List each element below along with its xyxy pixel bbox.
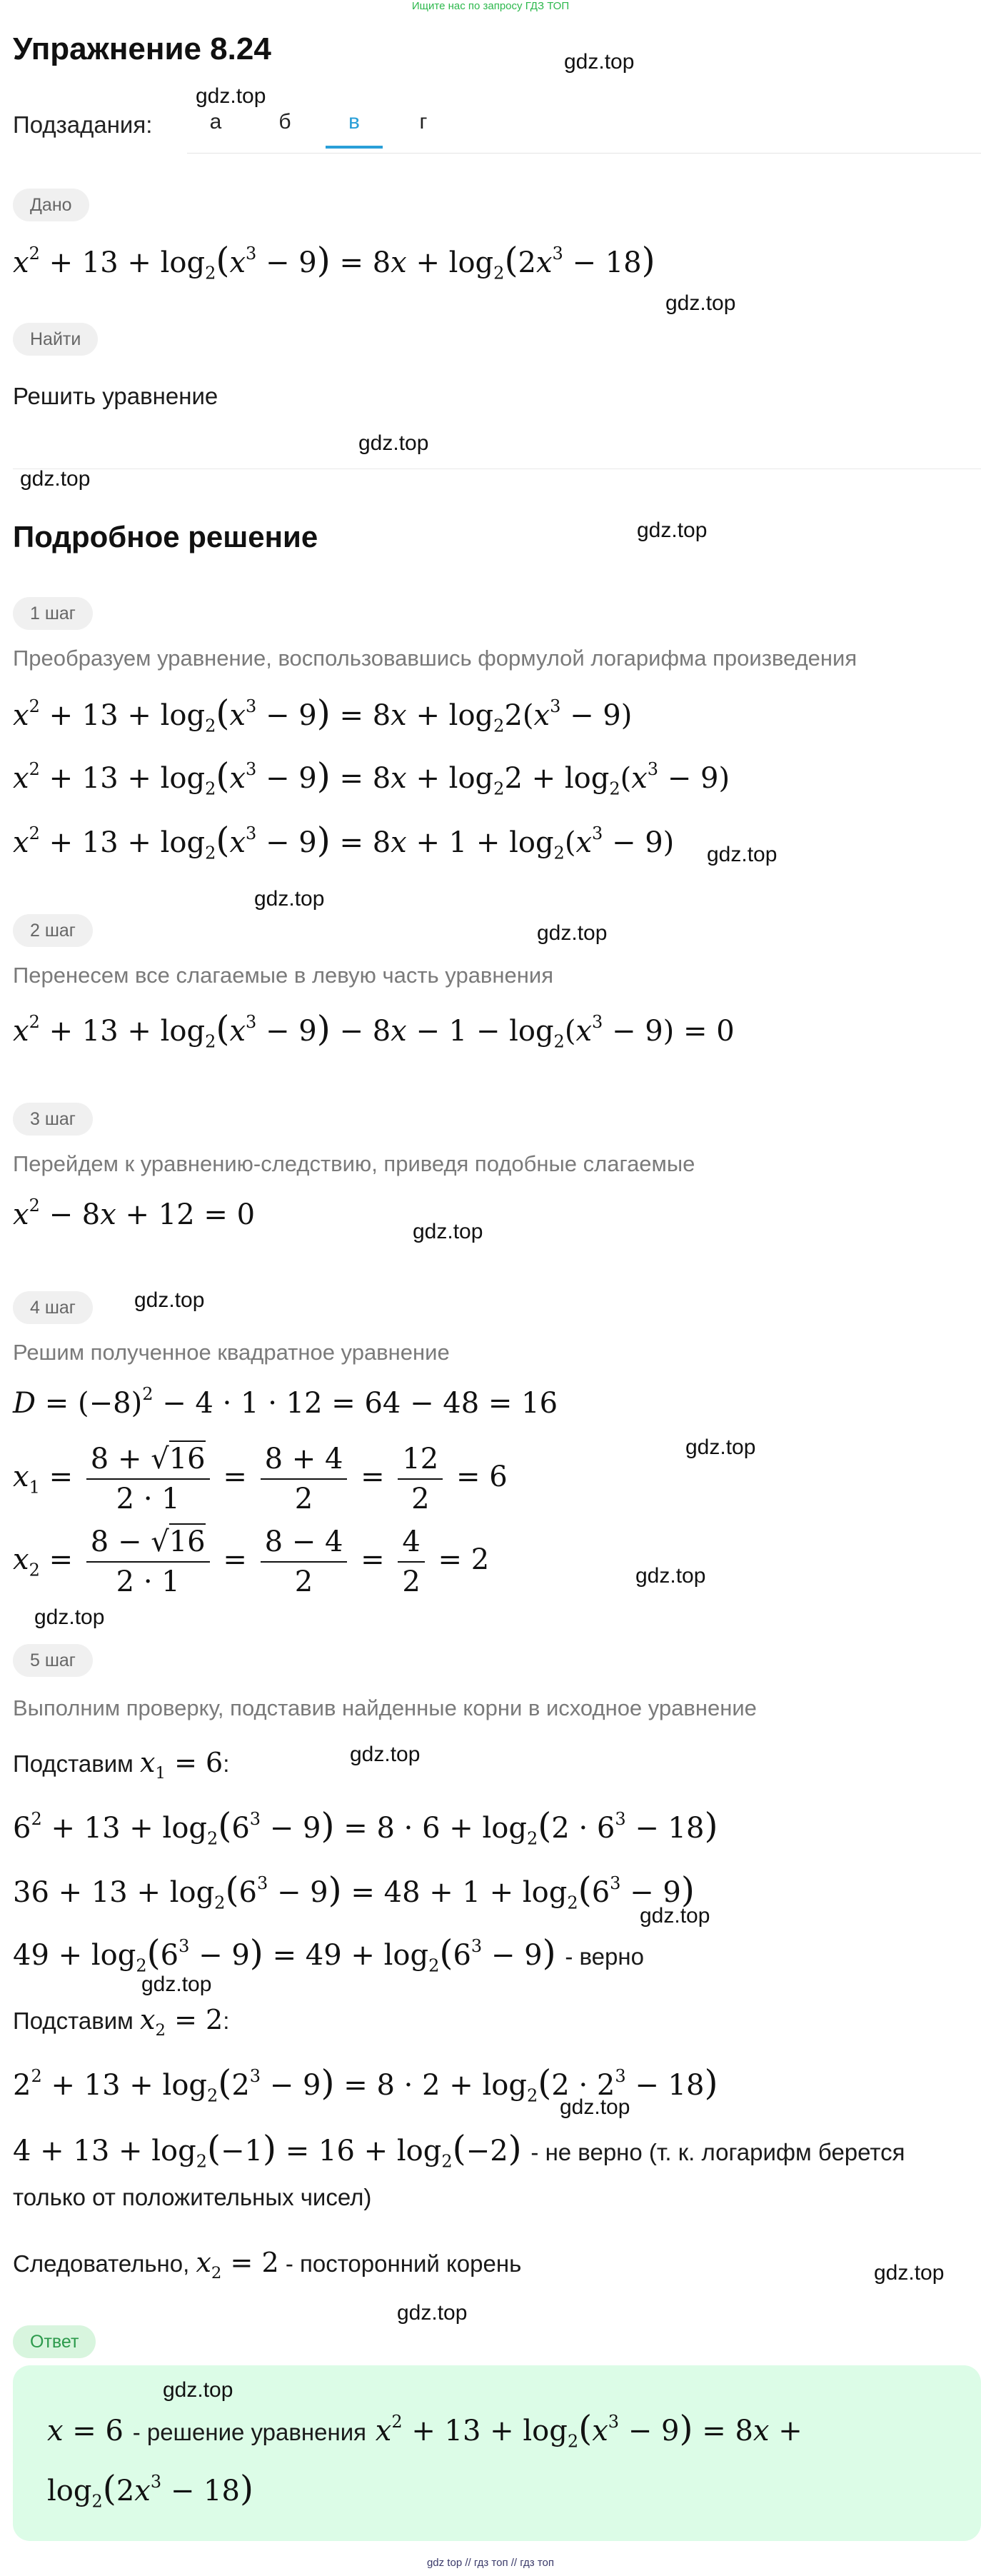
step-5-text: Выполним проверку, подставив найденные корни в исходное уравнение [13,1695,757,1720]
page-title: Упражнение 8.24 [13,31,271,66]
watermark: gdz.top [34,1605,105,1629]
substitute-x1-line: Подставим $x_1 = 6$: [13,1747,230,1783]
watermark: gdz.top [640,1904,710,1928]
watermark: gdz.top [141,1973,212,1996]
false-note: - не верно (т. к. логарифм берется [530,2139,905,2165]
find-text: Решить уравнение [13,383,218,409]
conclusion-prefix: Следовательно, [13,2250,190,2277]
watermark: gdz.top [707,843,778,866]
given-chip: Дано [13,189,89,221]
check-x1-eq-1: $6^2 + 13 + \log_2(6^3 - 9) = 8 \cdot 6 + \log_2(2 \cdot 6^3 - 18)$ [13,1805,718,1849]
false-note-continued: только от положительных чисел) [13,2184,372,2210]
step-4-text: Решим полученное квадратное уравнение [13,1340,450,1365]
substitute-label: Подставим [13,1750,134,1777]
step-4-root-2: $x_2$ = $\frac{8 - √16}{2 \cdot 1}$ = $\frac{8 - 4}{2}$ = $\frac{4}{2}$ = 2 [13,1525,489,1598]
check-x1-eq-2: $36 + 13 + \log_2(6^3 - 9) = 48 + 1 + \log_2(6^3 - 9)$ [13,1870,695,1913]
given-equation: $x^2 + 13 + \log_2(x^3 - 9) = 8x + \log_2(2x^3 - 18)$ [13,240,655,284]
substitute-label-2: Подставим [13,2008,134,2034]
watermark: gdz.top [635,1564,706,1588]
check-x2-eq-1: $2^2 + 13 + \log_2(2^3 - 9) = 8 \cdot 2 + \log_2(2 \cdot 2^3 - 18)$ [13,2063,718,2106]
check-x1-eq-3: $49 + \log_2(6^3 - 9) = 49 + \log_2(6^3 - 9)$ - верно [13,1933,644,1976]
watermark: gdz.top [358,431,429,455]
solution-heading: Подробное решение [13,520,318,553]
step-4-chip: 4 шаг [13,1291,93,1324]
step-1-eq-1: $x^2 + 13 + \log_2(x^3 - 9) = 8x + \log_22(x^3 - 9)$ [13,693,633,736]
watermark: gdz.top [560,2095,630,2119]
step-1-eq-3: $x^2 + 13 + \log_2(x^3 - 9) = 8x + 1 + \log_2(x^3 - 9)$ [13,820,675,863]
watermark: gdz.top [537,921,608,945]
substitute-x2-line: Подставим $x_2 = 2$: [13,2004,230,2040]
step-1-text: Преобразуем уравнение, воспользовавшись формулой логарифма произведения [13,646,857,671]
answer-line-1: x = 6 - решение уравнения $x^2 + 13 + \log_2(x^3 - 9) = 8x$ + [47,2408,803,2452]
tab-v[interactable]: в [326,110,383,149]
watermark: gdz.top [665,291,736,315]
watermark: gdz.top [134,1288,205,1312]
section-divider [13,468,981,469]
watermark: gdz.top [413,1220,483,1243]
check-x2-eq-2: $4 + 13 + \log_2(-1) = 16 + \log_2(-2)$ - не верно (т. к. логарифм берется [13,2128,905,2172]
watermark: gdz.top [20,467,91,491]
watermark: gdz.top [254,887,325,911]
answer-box [13,2365,981,2541]
subtasks-label: Подзадания: [13,111,153,138]
tab-b[interactable]: б [278,110,291,134]
watermark: gdz.top [163,2378,233,2402]
find-chip: Найти [13,323,98,356]
footer[interactable]: gdz top // гдз топ // гдз топ [426,2557,555,2569]
step-3-text: Перейдем к уравнению-следствию, приведя подобные слагаемые [13,1151,695,1176]
watermark: gdz.top [397,2301,468,2325]
step-2-text: Перенесем все слагаемые в левую часть уравнения [13,963,553,988]
step-1-chip: 1 шаг [13,597,93,630]
answer-text: - решение уравнения [132,2419,367,2445]
watermark: gdz.top [874,2261,945,2285]
step-1-eq-2: $x^2 + 13 + \log_2(x^3 - 9) = 8x + \log_22 + \log_2(x^3 - 9)$ [13,756,730,799]
watermark: gdz.top [685,1435,756,1459]
true-note: - верно [565,1943,644,1970]
step-2-chip: 2 шаг [13,914,93,947]
step-5-chip: 5 шаг [13,1644,93,1677]
conclusion: Следовательно, $x_2 = 2$ - посторонний корень [13,2247,522,2283]
step-3-chip: 3 шаг [13,1103,93,1136]
tab-g[interactable]: г [419,110,428,134]
answer-chip: Ответ [13,2325,96,2358]
step-2-eq: $x^2 + 13 + \log_2(x^3 - 9) - 8x - 1 - \log_2(x^3 - 9) = 0$ [13,1008,735,1052]
step-4-root-1: $x_1$ = $\frac{8 + √16}{2 \cdot 1}$ = $\frac{8 + 4}{2}$ = $\frac{12}{2}$ = 6 [13,1443,508,1515]
watermark: gdz.top [564,50,635,74]
watermark: gdz.top [196,84,266,108]
watermark: gdz.top [637,518,708,542]
watermark: gdz.top [350,1743,421,1766]
conclusion-suffix: - посторонний корень [285,2250,522,2277]
tab-a[interactable]: а [209,110,222,134]
subtask-tabs [187,106,981,154]
step-3-eq: $x^2 - 8x + 12 = 0$ [13,1196,256,1231]
answer-line-2: $\log_2(2x^3 - 18)$ [47,2468,254,2512]
step-4-discriminant: $D = (-8)^2 - 4 \cdot 1 \cdot 12 = 64 - 48 = 16$ [13,1384,558,1420]
top-banner[interactable]: Ищите нас по запросу ГДЗ ТОП [411,0,570,12]
